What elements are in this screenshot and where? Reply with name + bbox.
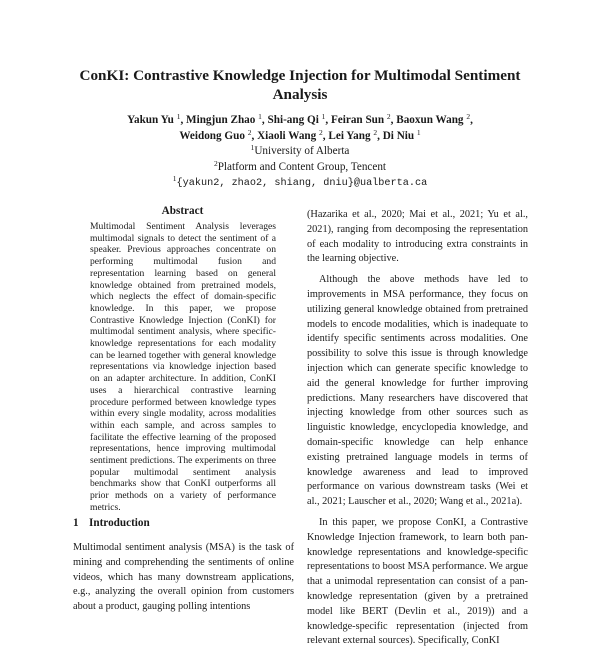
author-name: Yakun Yu	[127, 114, 174, 126]
author-line-2: Weidong Guo $^2$, Xiaoli Wang $^2$, Lei Yang $^2$, Di Niu $^1$	[179, 127, 421, 142]
author-name: Di Niu	[382, 129, 415, 142]
author-name: Shi-ang Qi	[267, 114, 319, 126]
author-name: Feiran Sun	[330, 114, 385, 126]
introduction-text	[73, 541, 294, 615]
author-emails[interactable]: $^1${yakun2, zhao2, shiang, dniu}@ualberta.ca	[172, 174, 428, 189]
right-column-text	[307, 208, 528, 655]
affiliation-mark: 2	[247, 127, 252, 137]
paragraph: (Hazarika et al., 2020; Mai et al., 2021; Yu et al., 2021), ranging from decomposing the representation of each modality to introducing extra constraints in the learning objective.	[307, 209, 528, 265]
affiliation-mark: 1	[321, 112, 326, 121]
affiliation-mark: 2	[319, 127, 323, 137]
affiliation-mark: 2	[466, 112, 471, 121]
affiliation-mark: 2	[386, 112, 391, 121]
author-name: Lei Yang	[328, 129, 371, 142]
section-title: Introduction	[89, 517, 150, 529]
abstract-heading: Abstract	[161, 205, 204, 217]
abstract-paragraph: Multimodal Sentiment Analysis leverages multimodal signals to detect the sentiment of a speaker. Previous approaches concentrate on performing multimodal fusion and representation learning based on general knowledge obtained from pretrained models, which neglects the effect of domain-specific knowledge. In this paper, we propose Contrastive Knowledge Injection (ConKI) for multimodal sentiment analysis, where specific-knowledge representations for each modality can be learned together with general knowledge representations via knowledge injection based on an adapter architecture. In addition, ConKI uses a hierarchical contrastive learning procedure performed between knowledge types within every single modality, across modalities within each sample, and across samples to facilitate the effective learning of the proposed representations, hence improving multimodal sentiment predictions. The experiments on three popular multimodal sentiment analysis benchmarks show that ConKI outperforms all prior methods on a variety of performance metrics.	[90, 221, 276, 513]
paragraph: In this paper, we propose ConKI, a Contrastive Knowledge Injection framework, to learn both pan-knowledge representations and knowledge-specific representations to boost MSA performance. We argue that a unimodal representation can consist of a pan-knowledge representation (given by a pretrained model like BERT (Devlin et al., 2019)) and a knowledge-specific representation (injected from relevant external sources). Specifically, ConKI	[307, 516, 528, 647]
section-heading-introduction	[73, 517, 150, 529]
author-line-1: Yakun Yu $^1$, Mingjun Zhao $^1$, Shi-ang Qi $^1$, Feiran Sun $^2$, Baoxun Wang $^2$,	[127, 112, 473, 126]
author-name: Xiaoli Wang	[257, 129, 317, 142]
author-name: Weidong Guo	[179, 129, 245, 142]
abstract-text	[90, 221, 276, 514]
affiliation-mark: 1	[258, 112, 262, 121]
paragraph: Multimodal sentiment analysis (MSA) is the task of mining and comprehending the sentiments of online videos, which has many downstream applications, e.g., analyzing the overall opinion from customers about a product, gauging polling intentions	[73, 542, 294, 613]
author-name: Mingjun Zhao	[186, 114, 256, 126]
affiliation-2: $^2$Platform and Content Group, Tencent	[213, 158, 387, 173]
paper-title: ConKI: Contrastive Knowledge Injection for Multimodal Sentiment Analysis	[79, 67, 521, 103]
author-list	[80, 113, 520, 144]
affiliation-mark: 2	[373, 127, 378, 137]
section-number: 1	[73, 517, 79, 529]
author-name: Baoxun Wang	[396, 114, 464, 126]
affiliations	[80, 144, 520, 192]
paragraph: Although the above methods have led to improvements in MSA performance, they focus on utilizing general knowledge obtained from pretrained models to encode modalities, which is inadequate to identify specific sentiments across modalities. One possibility to solve this issue is through knowledge injection which can generate specific knowledge to aid the general knowledge for further improving predictions. Many researchers have discovered that injecting knowledge from other sources such as linguistic knowledge, encyclopedia knowledge, and domain-specific knowledge can help enhance existing pretrained language models in terms of knowledge awareness and lead to improved performance on various downstream tasks (Wei et al., 2021; Lauscher et al., 2020; Wang et al., 2021a).	[307, 274, 528, 508]
affiliation-mark: 1	[176, 112, 181, 121]
affiliation-mark: 1	[416, 127, 421, 137]
affiliation-1: $^1$University of Alberta	[250, 143, 350, 157]
